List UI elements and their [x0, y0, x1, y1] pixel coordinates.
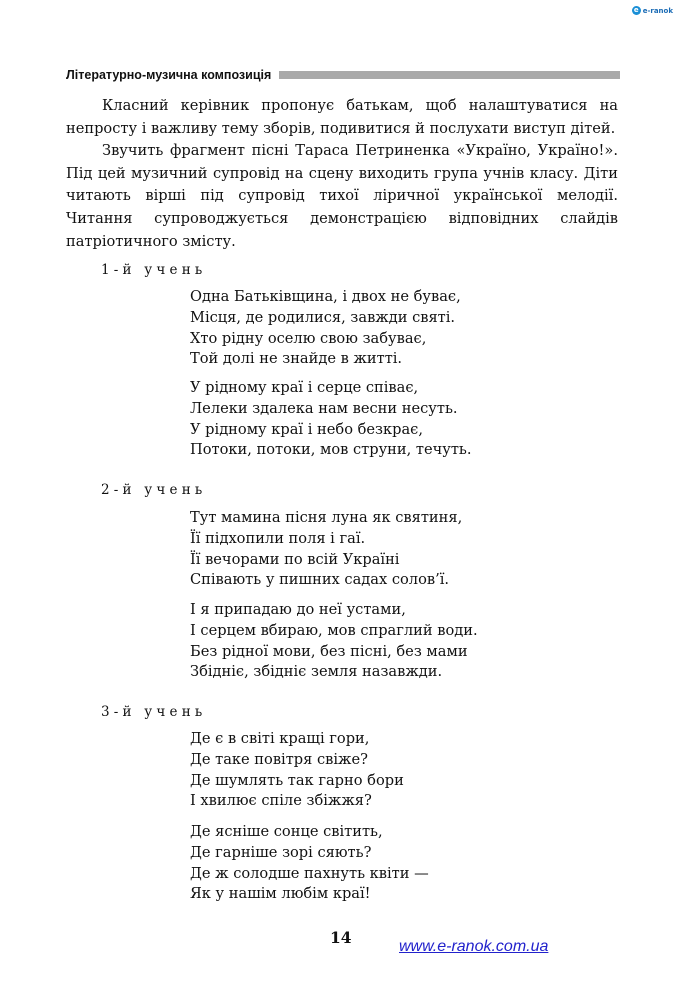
- poem-line: Її підхопили поля і гаї.: [190, 529, 366, 547]
- poem-line: І серцем вбираю, мов спраглий води.: [190, 621, 478, 639]
- poem-line: Лелеки здалека нам весни несуть.: [190, 399, 458, 417]
- poem-line: У рідному краї і небо безкрає,: [190, 420, 423, 438]
- poem-line: У рідному краї і серце співає,: [190, 379, 419, 396]
- poem-line: Де таке повітря свіже?: [190, 750, 368, 768]
- poem-line: Потоки, потоки, мов струни, течуть.: [190, 441, 472, 459]
- publisher-logo: [632, 6, 673, 15]
- poem-line: Співають у пишних садах солов’ї.: [190, 571, 450, 589]
- poem-stanza: [190, 287, 461, 370]
- poem-stanza: [190, 729, 404, 812]
- poem-stanza: [190, 822, 429, 905]
- poem-line: І я припадаю до неї устами,: [190, 601, 406, 618]
- logo-icon: e: [632, 6, 641, 15]
- poem-line: Де ж солодше пахнуть квіти —: [190, 864, 429, 882]
- website-link[interactable]: www.e-ranok.com.ua: [399, 938, 549, 955]
- poem-line: Без рідної мови, без пісні, без мами: [190, 642, 468, 660]
- intro-paragraph: Звучить фрагмент пісні Тараса Петриненка «Україно, Україно!». Під цей музичний супровід на сцену виходить група учнів класу. Діти читають вірші під супровід тихої ліричної української мелодії. Читання супроводжується демонстрацією відповідних слайдів патріотичного змісту.: [66, 142, 618, 250]
- poem-line: Де є в світі кращі гори,: [190, 730, 370, 747]
- poem-line: Місця, де родилися, завжди святі.: [190, 308, 456, 326]
- poem-stanza: [190, 508, 462, 591]
- poem-stanza: [190, 378, 472, 461]
- poem-line: І хвилює спіле збіжжя?: [190, 792, 372, 810]
- poem-line: Хто рідну оселю свою забуває,: [190, 329, 427, 347]
- poem-line: Тут мамина пісня луна як святиня,: [190, 509, 463, 526]
- poem-line: Збідніє, збідніє земля назавжди.: [190, 663, 443, 681]
- poem-line: Де шумлять так гарно бори: [190, 771, 404, 789]
- student-3-label: 3-й учень: [101, 704, 207, 720]
- logo-text: e-ranok: [642, 6, 673, 15]
- poem-line: Той долі не знайде в житті.: [190, 350, 403, 368]
- header-rule: [279, 71, 620, 79]
- poem-line: Як у нашім любім краї!: [190, 885, 371, 903]
- poem-line: Її вечорами по всій Україні: [190, 550, 400, 568]
- section-header: [66, 68, 620, 82]
- poem-line: Де ясніше сонце світить,: [190, 823, 383, 840]
- section-title: Літературно-музична композиція: [66, 68, 272, 82]
- poem-line: Де гарніше зорі сяють?: [190, 843, 372, 861]
- intro-paragraph: Класний керівник пропонує батькам, щоб налаштуватися на непросту і важливу тему зборів, подивитися й послухати виступ дітей.: [66, 97, 618, 137]
- poem-line: Одна Батьківщина, і двох не буває,: [190, 288, 461, 305]
- page-number: 14: [330, 928, 352, 947]
- poem-stanza: [190, 600, 478, 683]
- student-1-label: 1-й учень: [101, 262, 207, 278]
- student-2-label: 2-й учень: [101, 482, 207, 498]
- intro-text: [66, 95, 618, 253]
